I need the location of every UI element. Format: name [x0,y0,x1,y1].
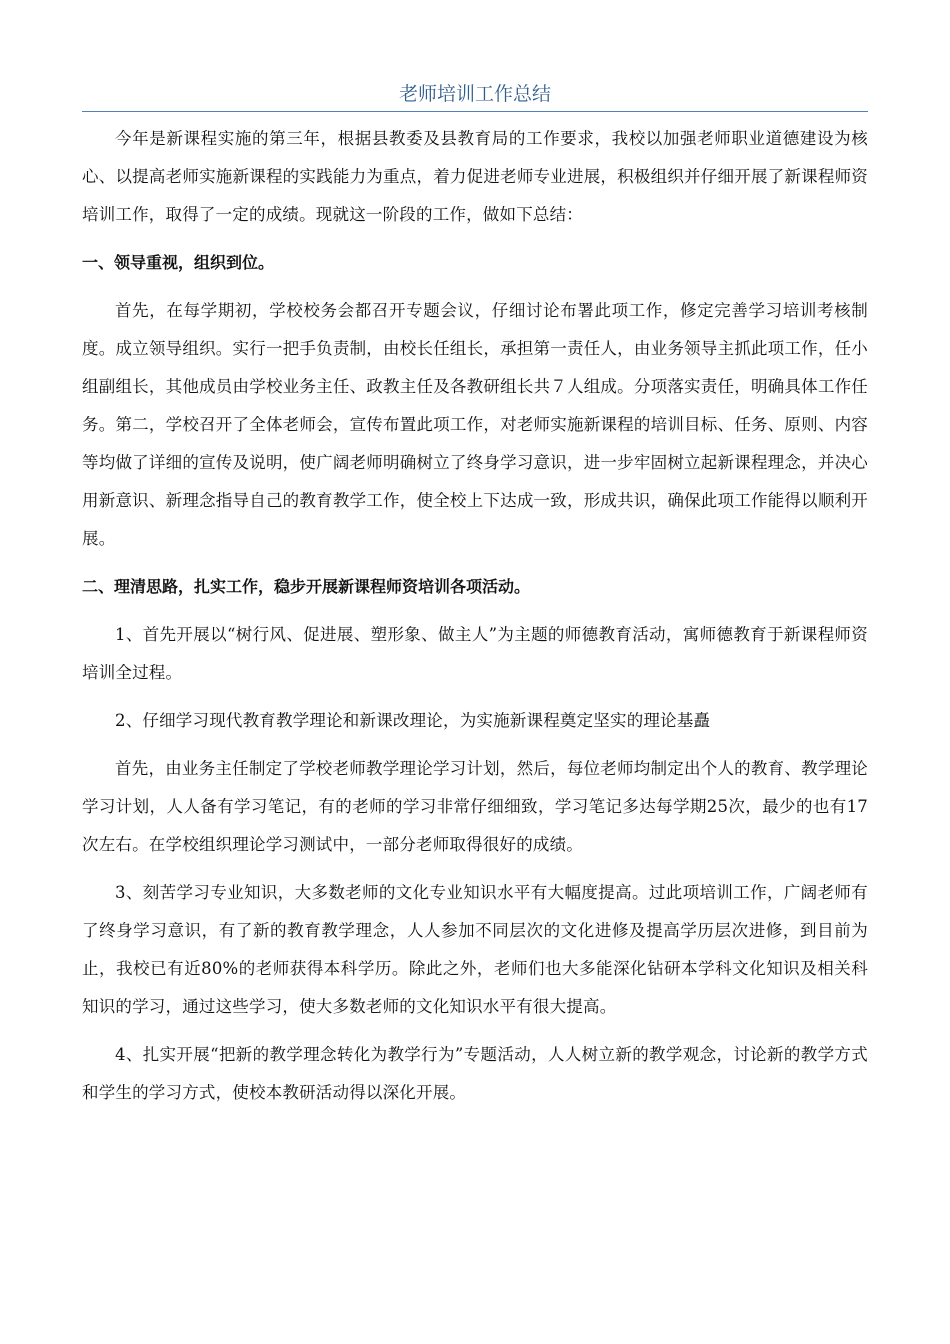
section-2-item-1: 1、首先开展以“树行风、促进展、塑形象、做主人”为主题的师德教育活动，寓师德教育于新课程师资培训全过程。 [82,625,868,682]
section-1-heading: 一、领导重视，组织到位。 [82,253,275,272]
section-1-paragraph: 首先，在每学期初，学校校务会都召开专题会议，仔细讨论布署此项工作，修定完善学习培训考核制度。成立领导组织。实行一把手负责制，由校长任组长，承担第一责任人，由业务领导主抓此项工作，任小组副组长，其他成员由学校业务主任、政教主任及各教研组长共７人组成。分项落实责任，明确具体工作任务。第二，学校召开了全体老师会，宣传布置此项工作，对老师实施新课程的培训目标、任务、原则、内容等均做了详细的宣传及说明，使广阔老师明确树立了终身学习意识，进一步牢固树立起新课程理念，并决心用新意识、新理念指导自己的教育教学工作，使全校上下达成一致，形成共识，确保此项工作能得以顺利开展。 [82,301,868,548]
document-title: 老师培训工作总结 [82,80,868,112]
section-2-heading: 二、理清思路，扎实工作，稳步开展新课程师资培训各项活动。 [82,577,531,596]
section-2-item-4: 4、扎实开展“把新的教学理念转化为教学行为”专题活动，人人树立新的教学观念，讨论新的教学方式和学生的学习方式，使校本教研活动得以深化开展。 [82,1045,868,1102]
document-page [82,80,868,1122]
section-2-item-2: 2、仔细学习现代教育教学理论和新课改理论，为实施新课程奠定坚实的理论基矗 [115,711,711,730]
section-2-item-2-detail: 首先，由业务主任制定了学校老师教学理论学习计划，然后，每位老师均制定出个人的教育、教学理论学习计划，人人备有学习笔记，有的老师的学习非常仔细细致，学习笔记多达每学期25次，最少的也有17次左右。在学校组织理论学习测试中，一部分老师取得很好的成绩。 [82,759,868,854]
section-2-item-3: 3、刻苦学习专业知识，大多数老师的文化专业知识水平有大幅度提高。过此项培训工作，广阔老师有了终身学习意识，有了新的教育教学理念，人人参加不同层次的文化进修及提高学历层次进修，到目前为止，我校已有近80%的老师获得本科学历。除此之外，老师们也大多能深化钻研本学科文化知识及相关科知识的学习，通过这些学习，使大多数老师的文化知识水平有很大提高。 [82,883,868,1016]
intro-paragraph: 今年是新课程实施的第三年，根据县教委及县教育局的工作要求，我校以加强老师职业道德建设为核心、以提高老师实施新课程的实践能力为重点，着力促进老师专业进展，积极组织并仔细开展了新课程师资培训工作，取得了一定的成绩。现就这一阶段的工作，做如下总结： [82,129,868,224]
